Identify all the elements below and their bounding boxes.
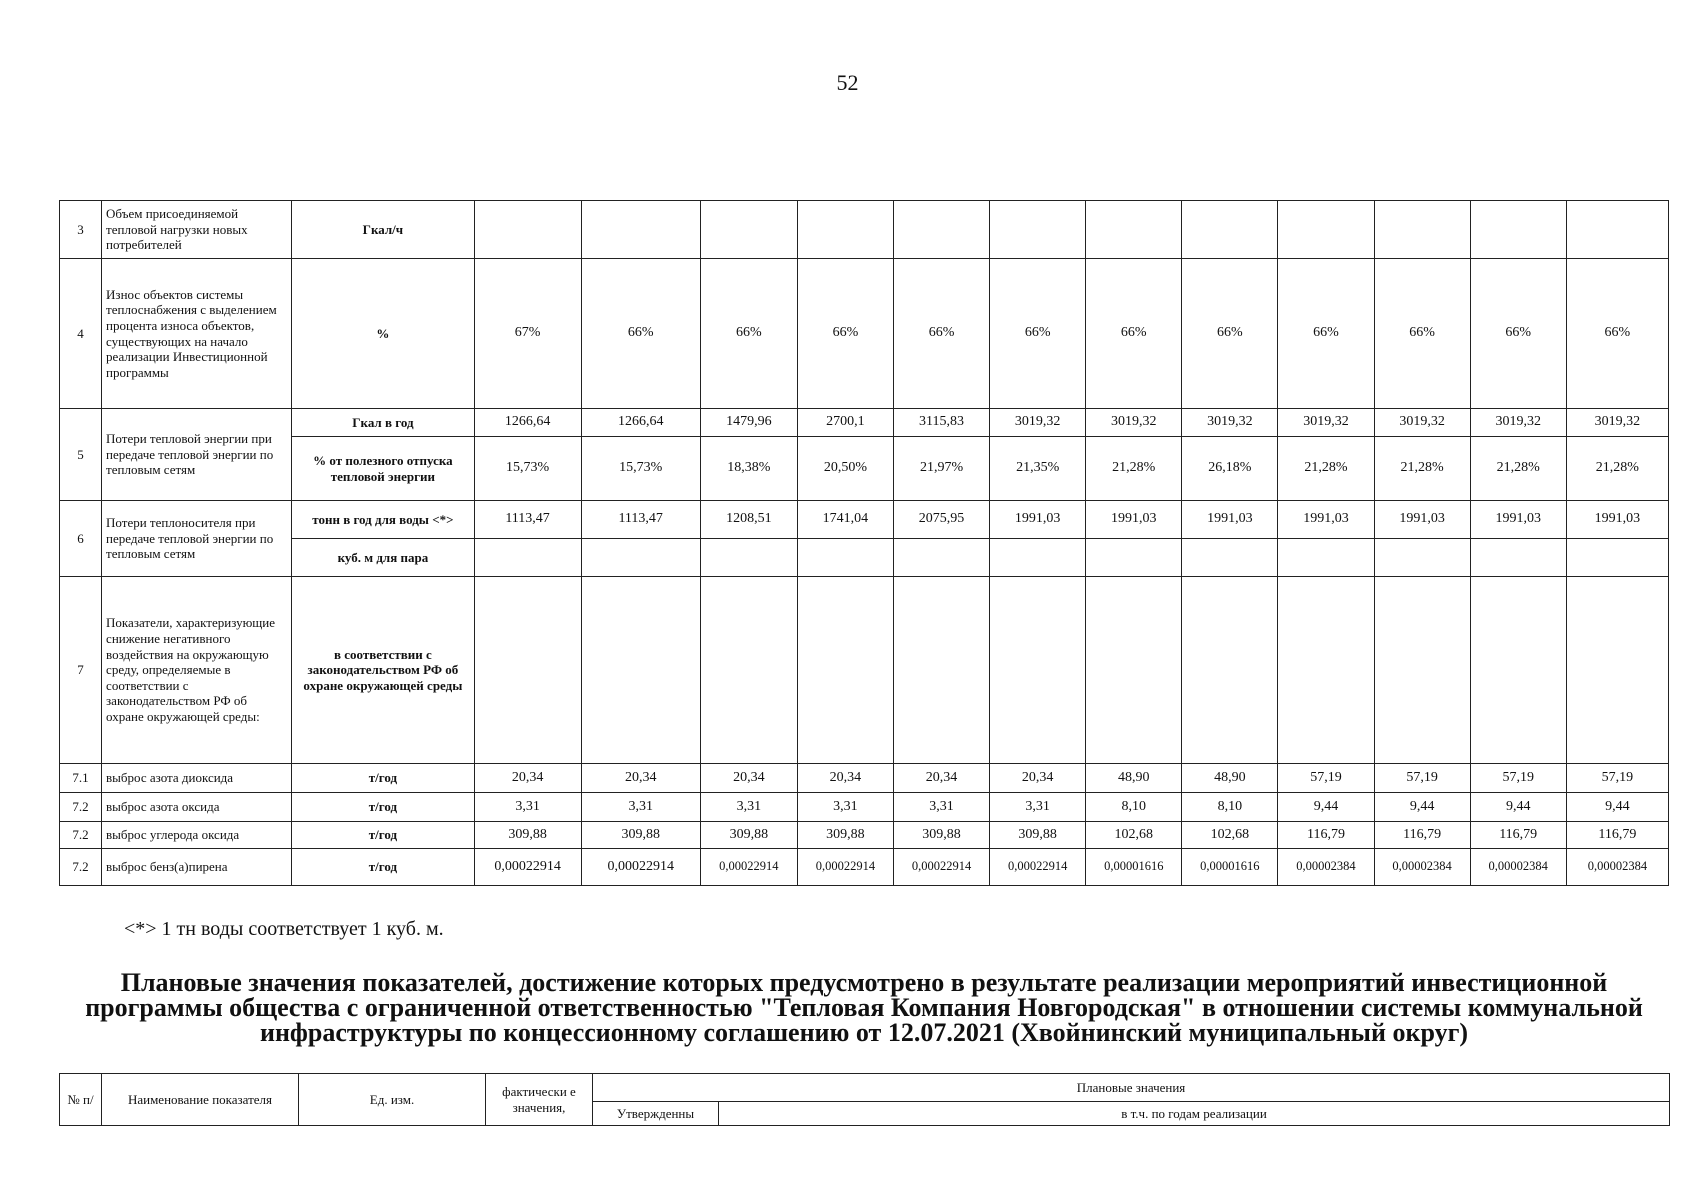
indicator-name: выброс бенз(а)пирена xyxy=(102,849,292,886)
header-approved: Утвержденны xyxy=(593,1102,719,1126)
value-cell xyxy=(1278,539,1374,577)
unit-cell: % xyxy=(292,259,474,409)
value-cell: 20,50% xyxy=(797,437,893,501)
value-cell: 21,28% xyxy=(1566,437,1668,501)
value-cell: 1741,04 xyxy=(797,501,893,539)
value-cell: 2075,95 xyxy=(893,501,989,539)
unit-cell: куб. м для пара xyxy=(292,539,474,577)
value-cell: 1991,03 xyxy=(990,501,1086,539)
row-number: 5 xyxy=(60,409,102,501)
value-cell: 0,00002384 xyxy=(1374,849,1470,886)
value-cell: 67% xyxy=(474,259,581,409)
table-row xyxy=(60,437,1669,501)
value-cell: 3019,32 xyxy=(1566,409,1668,437)
value-cell: 3019,32 xyxy=(1470,409,1566,437)
table-row xyxy=(60,822,1669,849)
table-row xyxy=(60,259,1669,409)
indicator-name: выброс азота диоксида xyxy=(102,764,292,793)
value-cell xyxy=(1470,577,1566,764)
value-cell: 66% xyxy=(990,259,1086,409)
indicator-name: Износ объектов системы теплоснабжения с выделением процента износа объектов, существующих на начало реализации Инвестиционной программы xyxy=(102,259,292,409)
value-cell: 3,31 xyxy=(797,793,893,822)
row-number: 7.2 xyxy=(60,849,102,886)
indicators-table xyxy=(59,200,1669,886)
value-cell: 0,00001616 xyxy=(1086,849,1182,886)
table-row xyxy=(60,793,1669,822)
value-cell: 3115,83 xyxy=(893,409,989,437)
value-cell: 0,00022914 xyxy=(581,849,700,886)
indicator-name: выброс азота оксида xyxy=(102,793,292,822)
value-cell: 0,00002384 xyxy=(1278,849,1374,886)
value-cell: 20,34 xyxy=(797,764,893,793)
header-name: Наименование показателя xyxy=(102,1074,299,1126)
value-cell: 309,88 xyxy=(990,822,1086,849)
value-cell xyxy=(474,577,581,764)
indicator-name: выброс углерода оксида xyxy=(102,822,292,849)
value-cell: 0,00002384 xyxy=(1470,849,1566,886)
value-cell: 102,68 xyxy=(1086,822,1182,849)
value-cell: 3,31 xyxy=(581,793,700,822)
value-cell: 21,28% xyxy=(1374,437,1470,501)
value-cell xyxy=(1566,577,1668,764)
value-cell xyxy=(990,539,1086,577)
value-cell: 3019,32 xyxy=(1278,409,1374,437)
value-cell xyxy=(1086,201,1182,259)
row-number: 7.1 xyxy=(60,764,102,793)
value-cell: 3,31 xyxy=(700,793,797,822)
value-cell xyxy=(1278,201,1374,259)
row-number: 6 xyxy=(60,501,102,577)
table-row xyxy=(60,201,1669,259)
value-cell: 20,34 xyxy=(474,764,581,793)
value-cell: 9,44 xyxy=(1374,793,1470,822)
value-cell: 1208,51 xyxy=(700,501,797,539)
value-cell: 48,90 xyxy=(1086,764,1182,793)
page-number: 52 xyxy=(836,70,859,95)
value-cell: 309,88 xyxy=(700,822,797,849)
indicator-name: Потери тепловой энергии при передаче тепловой энергии по тепловым сетям xyxy=(102,409,292,501)
unit-cell: т/год xyxy=(292,764,474,793)
unit-cell: в соответствии с законодательством РФ об охране окружающей среды xyxy=(292,577,474,764)
unit-cell: т/год xyxy=(292,822,474,849)
value-cell xyxy=(1182,201,1278,259)
indicator-name: Потери теплоносителя при передаче тепловой энергии по тепловым сетям xyxy=(102,501,292,577)
value-cell: 21,28% xyxy=(1278,437,1374,501)
value-cell xyxy=(1086,539,1182,577)
value-cell xyxy=(797,201,893,259)
value-cell: 0,00022914 xyxy=(990,849,1086,886)
value-cell xyxy=(797,539,893,577)
value-cell: 1266,64 xyxy=(581,409,700,437)
table-row xyxy=(60,539,1669,577)
value-cell: 0,00022914 xyxy=(474,849,581,886)
table-row xyxy=(60,764,1669,793)
value-cell: 1991,03 xyxy=(1566,501,1668,539)
value-cell: 1113,47 xyxy=(581,501,700,539)
value-cell: 66% xyxy=(1374,259,1470,409)
value-cell xyxy=(581,577,700,764)
value-cell: 21,97% xyxy=(893,437,989,501)
value-cell: 66% xyxy=(581,259,700,409)
value-cell: 309,88 xyxy=(797,822,893,849)
value-cell xyxy=(797,577,893,764)
unit-cell: Гкал в год xyxy=(292,409,474,437)
value-cell: 1479,96 xyxy=(700,409,797,437)
value-cell: 15,73% xyxy=(581,437,700,501)
value-cell: 20,34 xyxy=(990,764,1086,793)
value-cell: 1113,47 xyxy=(474,501,581,539)
value-cell: 20,34 xyxy=(893,764,989,793)
value-cell: 66% xyxy=(1566,259,1668,409)
value-cell xyxy=(1374,201,1470,259)
table-row xyxy=(60,849,1669,886)
value-cell: 1266,64 xyxy=(474,409,581,437)
unit-cell: Гкал/ч xyxy=(292,201,474,259)
value-cell: 57,19 xyxy=(1374,764,1470,793)
header-unit: Ед. изм. xyxy=(299,1074,486,1126)
value-cell: 2700,1 xyxy=(797,409,893,437)
value-cell: 3,31 xyxy=(474,793,581,822)
value-cell: 0,00022914 xyxy=(797,849,893,886)
unit-cell: т/год xyxy=(292,793,474,822)
row-number: 4 xyxy=(60,259,102,409)
unit-cell: тонн в год для воды <*> xyxy=(292,501,474,539)
value-cell xyxy=(700,201,797,259)
table-row xyxy=(60,577,1669,764)
value-cell: 8,10 xyxy=(1086,793,1182,822)
value-cell: 3019,32 xyxy=(1374,409,1470,437)
row-number: 7 xyxy=(60,577,102,764)
value-cell: 66% xyxy=(1086,259,1182,409)
value-cell: 57,19 xyxy=(1470,764,1566,793)
value-cell: 66% xyxy=(700,259,797,409)
value-cell xyxy=(1470,201,1566,259)
header-planned: Плановые значения xyxy=(593,1074,1670,1102)
value-cell: 48,90 xyxy=(1182,764,1278,793)
value-cell xyxy=(1470,539,1566,577)
value-cell xyxy=(893,201,989,259)
value-cell: 3019,32 xyxy=(1086,409,1182,437)
table-row xyxy=(60,409,1669,437)
value-cell xyxy=(1182,577,1278,764)
value-cell: 3,31 xyxy=(893,793,989,822)
value-cell: 18,38% xyxy=(700,437,797,501)
value-cell xyxy=(581,539,700,577)
value-cell: 309,88 xyxy=(474,822,581,849)
value-cell: 9,44 xyxy=(1278,793,1374,822)
unit-cell: % от полезного отпуска тепловой энергии xyxy=(292,437,474,501)
value-cell: 15,73% xyxy=(474,437,581,501)
value-cell xyxy=(700,577,797,764)
table-row xyxy=(60,501,1669,539)
value-cell xyxy=(990,201,1086,259)
value-cell xyxy=(1374,577,1470,764)
unit-cell: т/год xyxy=(292,849,474,886)
value-cell: 26,18% xyxy=(1182,437,1278,501)
section-title: Плановые значения показателей, достижение которых предусмотрено в результате реализации мероприятий инвестиционной программы общества с ограниченной ответственностью "Тепловая Компания Новгородская" в отношении системы коммунальной инфраструктуры по концессионному соглашению от 12.07.2021 (Хвойнинский муниципальный округ) xyxy=(85,968,1643,1047)
planned-values-table-header xyxy=(59,1073,1670,1126)
value-cell: 0,00022914 xyxy=(893,849,989,886)
value-cell: 66% xyxy=(1278,259,1374,409)
value-cell: 66% xyxy=(797,259,893,409)
value-cell: 309,88 xyxy=(581,822,700,849)
row-number: 3 xyxy=(60,201,102,259)
value-cell xyxy=(474,539,581,577)
indicator-name: Объем присоединяемой тепловой нагрузки новых потребителей xyxy=(102,201,292,259)
value-cell xyxy=(1374,539,1470,577)
value-cell: 1991,03 xyxy=(1182,501,1278,539)
value-cell: 0,00022914 xyxy=(700,849,797,886)
row-number: 7.2 xyxy=(60,822,102,849)
value-cell: 116,79 xyxy=(1566,822,1668,849)
value-cell: 21,28% xyxy=(1470,437,1566,501)
value-cell: 66% xyxy=(1470,259,1566,409)
value-cell xyxy=(581,201,700,259)
value-cell: 1991,03 xyxy=(1086,501,1182,539)
header-by-years: в т.ч. по годам реализации xyxy=(719,1102,1670,1126)
value-cell xyxy=(1566,201,1668,259)
value-cell xyxy=(1182,539,1278,577)
footnote: <*> 1 тн воды соответствует 1 куб. м. xyxy=(124,918,444,940)
value-cell: 3019,32 xyxy=(990,409,1086,437)
value-cell: 66% xyxy=(893,259,989,409)
value-cell: 21,35% xyxy=(990,437,1086,501)
value-cell: 21,28% xyxy=(1086,437,1182,501)
value-cell: 309,88 xyxy=(893,822,989,849)
value-cell: 0,00002384 xyxy=(1566,849,1668,886)
value-cell: 9,44 xyxy=(1566,793,1668,822)
value-cell: 66% xyxy=(1182,259,1278,409)
value-cell xyxy=(893,577,989,764)
value-cell xyxy=(474,201,581,259)
value-cell: 3,31 xyxy=(990,793,1086,822)
indicator-name: Показатели, характеризующие снижение негативного воздействия на окружающую среду, определяемые в соответствии с законодательством РФ об охране окружающей среды: xyxy=(102,577,292,764)
value-cell: 20,34 xyxy=(700,764,797,793)
value-cell xyxy=(990,577,1086,764)
value-cell: 8,10 xyxy=(1182,793,1278,822)
value-cell: 57,19 xyxy=(1566,764,1668,793)
value-cell: 116,79 xyxy=(1278,822,1374,849)
value-cell: 57,19 xyxy=(1278,764,1374,793)
value-cell xyxy=(1566,539,1668,577)
value-cell: 1991,03 xyxy=(1470,501,1566,539)
value-cell: 1991,03 xyxy=(1374,501,1470,539)
header-actual: фактически е значения, xyxy=(486,1074,593,1126)
value-cell: 116,79 xyxy=(1470,822,1566,849)
value-cell xyxy=(893,539,989,577)
value-cell: 102,68 xyxy=(1182,822,1278,849)
value-cell xyxy=(1086,577,1182,764)
value-cell xyxy=(1278,577,1374,764)
value-cell: 1991,03 xyxy=(1278,501,1374,539)
value-cell: 9,44 xyxy=(1470,793,1566,822)
value-cell: 0,00001616 xyxy=(1182,849,1278,886)
value-cell: 116,79 xyxy=(1374,822,1470,849)
header-no: № п/ xyxy=(60,1074,102,1126)
row-number: 7.2 xyxy=(60,793,102,822)
value-cell: 3019,32 xyxy=(1182,409,1278,437)
value-cell: 20,34 xyxy=(581,764,700,793)
value-cell xyxy=(700,539,797,577)
